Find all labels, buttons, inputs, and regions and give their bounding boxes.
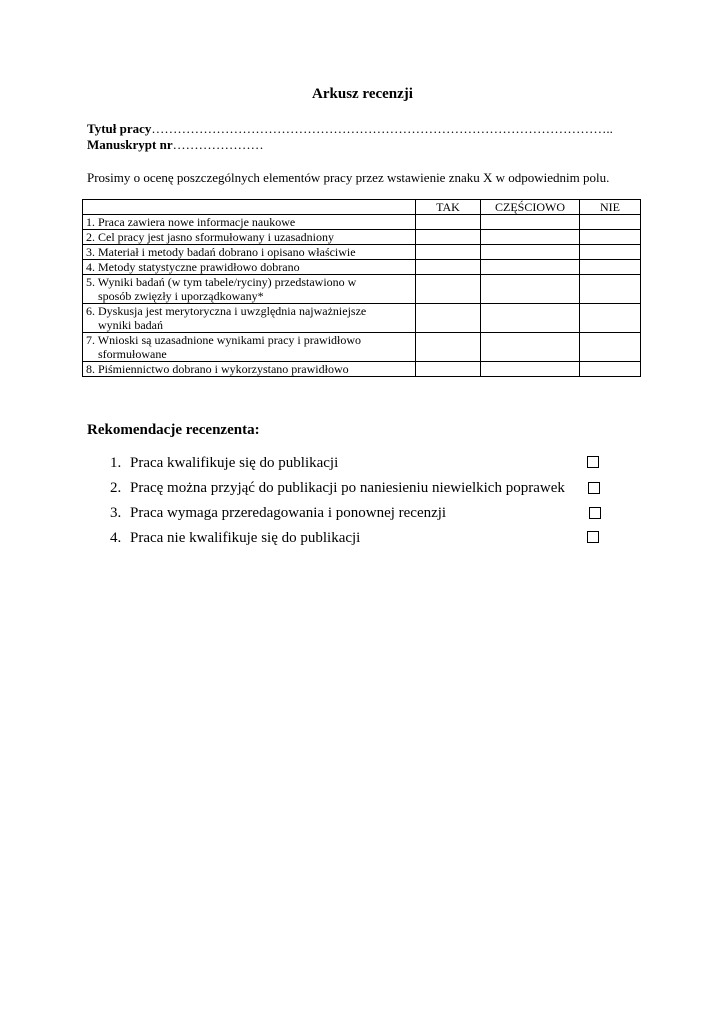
czesciowo-cell[interactable] [481,304,580,333]
recommendations-heading: Rekomendacje recenzenta: [87,422,260,438]
tak-cell[interactable] [416,333,481,362]
table-row [83,260,641,275]
table-row [83,333,641,362]
table-row [83,245,641,260]
table-row [83,230,641,245]
recommendation-text: Praca wymaga przeredagowania i ponownej recenzji [130,505,447,521]
instruction-text: Prosimy o ocenę poszczególnych elementów pracy przez wstawienie znaku X w odpowiednim polu. [87,170,610,185]
recommendation-checkbox[interactable] [587,456,599,468]
manuscript-number-dots: ………………… [172,137,264,152]
nie-cell[interactable] [580,304,641,333]
paper-title-field[interactable] [87,121,613,137]
criterion-text: 3. Materiał i metody badań dobrano i opisano właściwie [86,245,356,259]
recommendation-number: 3. [110,505,122,521]
manuscript-number-label: Manuskrypt nr [87,137,173,152]
nie-cell[interactable] [580,362,641,377]
criterion-text: 7. Wnioski są uzasadnione wynikami pracy i prawidłowo [86,333,362,347]
recommendation-number: 4. [110,530,122,546]
criterion-text-continued: wyniki badań [98,318,163,332]
criterion-text-continued: sformułowane [98,347,167,361]
header-czesciowo: CZĘŚCIOWO [481,200,580,215]
nie-cell[interactable] [580,275,641,304]
criterion-text: 6. Dyskusja jest merytoryczna i uwzględnia najważniejsze [86,304,367,318]
recommendation-number: 2. [110,480,122,496]
czesciowo-cell[interactable] [481,333,580,362]
czesciowo-cell[interactable] [481,230,580,245]
nie-cell[interactable] [580,333,641,362]
header-nie: NIE [580,200,641,215]
czesciowo-cell[interactable] [481,362,580,377]
nie-cell[interactable] [580,260,641,275]
table-row [83,362,641,377]
czesciowo-cell[interactable] [481,245,580,260]
table-row [83,304,641,333]
criterion-text: 8. Piśmiennictwo dobrano i wykorzystano prawidłowo [86,362,349,376]
criterion-text: 5. Wyniki badań (w tym tabele/ryciny) przedstawiono w [86,275,357,289]
recommendation-text: Praca kwalifikuje się do publikacji [130,455,339,471]
header-criterion [83,200,416,215]
recommendation-item [110,480,565,497]
paper-title-label: Tytuł pracy [87,121,152,136]
tak-cell[interactable] [416,304,481,333]
criterion-cell [83,362,416,377]
recommendation-checkbox[interactable] [589,507,601,519]
table-header-row [83,200,641,215]
recommendation-checkbox[interactable] [587,531,599,543]
recommendation-text: Pracę można przyjąć do publikacji po naniesieniu niewielkich poprawek [130,480,565,496]
criterion-cell [83,215,416,230]
criterion-text: 4. Metody statystyczne prawidłowo dobrano [86,260,300,274]
recommendation-number: 1. [110,455,122,471]
recommendation-checkbox[interactable] [588,482,600,494]
document-title: Arkusz recenzji [312,86,413,102]
table-row [83,215,641,230]
evaluation-table [82,199,641,377]
criterion-cell [83,230,416,245]
criterion-cell [83,275,416,304]
table-row [83,275,641,304]
criterion-cell [83,304,416,333]
criterion-text: 2. Cel pracy jest jasno sformułowany i uzasadniony [86,230,334,244]
tak-cell[interactable] [416,260,481,275]
recommendation-item [110,530,360,547]
tak-cell[interactable] [416,362,481,377]
header-tak: TAK [416,200,481,215]
paper-title-dots: …………………………………………………………………………………………….. [151,121,613,136]
recommendation-item [110,505,446,522]
tak-cell[interactable] [416,245,481,260]
recommendation-text: Praca nie kwalifikuje się do publikacji [130,530,361,546]
tak-cell[interactable] [416,230,481,245]
nie-cell[interactable] [580,215,641,230]
manuscript-number-field[interactable] [87,137,264,153]
czesciowo-cell[interactable] [481,260,580,275]
criterion-cell [83,245,416,260]
czesciowo-cell[interactable] [481,275,580,304]
criterion-cell [83,333,416,362]
criterion-cell [83,260,416,275]
tak-cell[interactable] [416,275,481,304]
nie-cell[interactable] [580,230,641,245]
czesciowo-cell[interactable] [481,215,580,230]
tak-cell[interactable] [416,215,481,230]
criterion-text-continued: sposób zwięzły i uporządkowany* [98,289,264,303]
recommendation-item [110,455,338,472]
nie-cell[interactable] [580,245,641,260]
criterion-text: 1. Praca zawiera nowe informacje naukowe [86,215,296,229]
